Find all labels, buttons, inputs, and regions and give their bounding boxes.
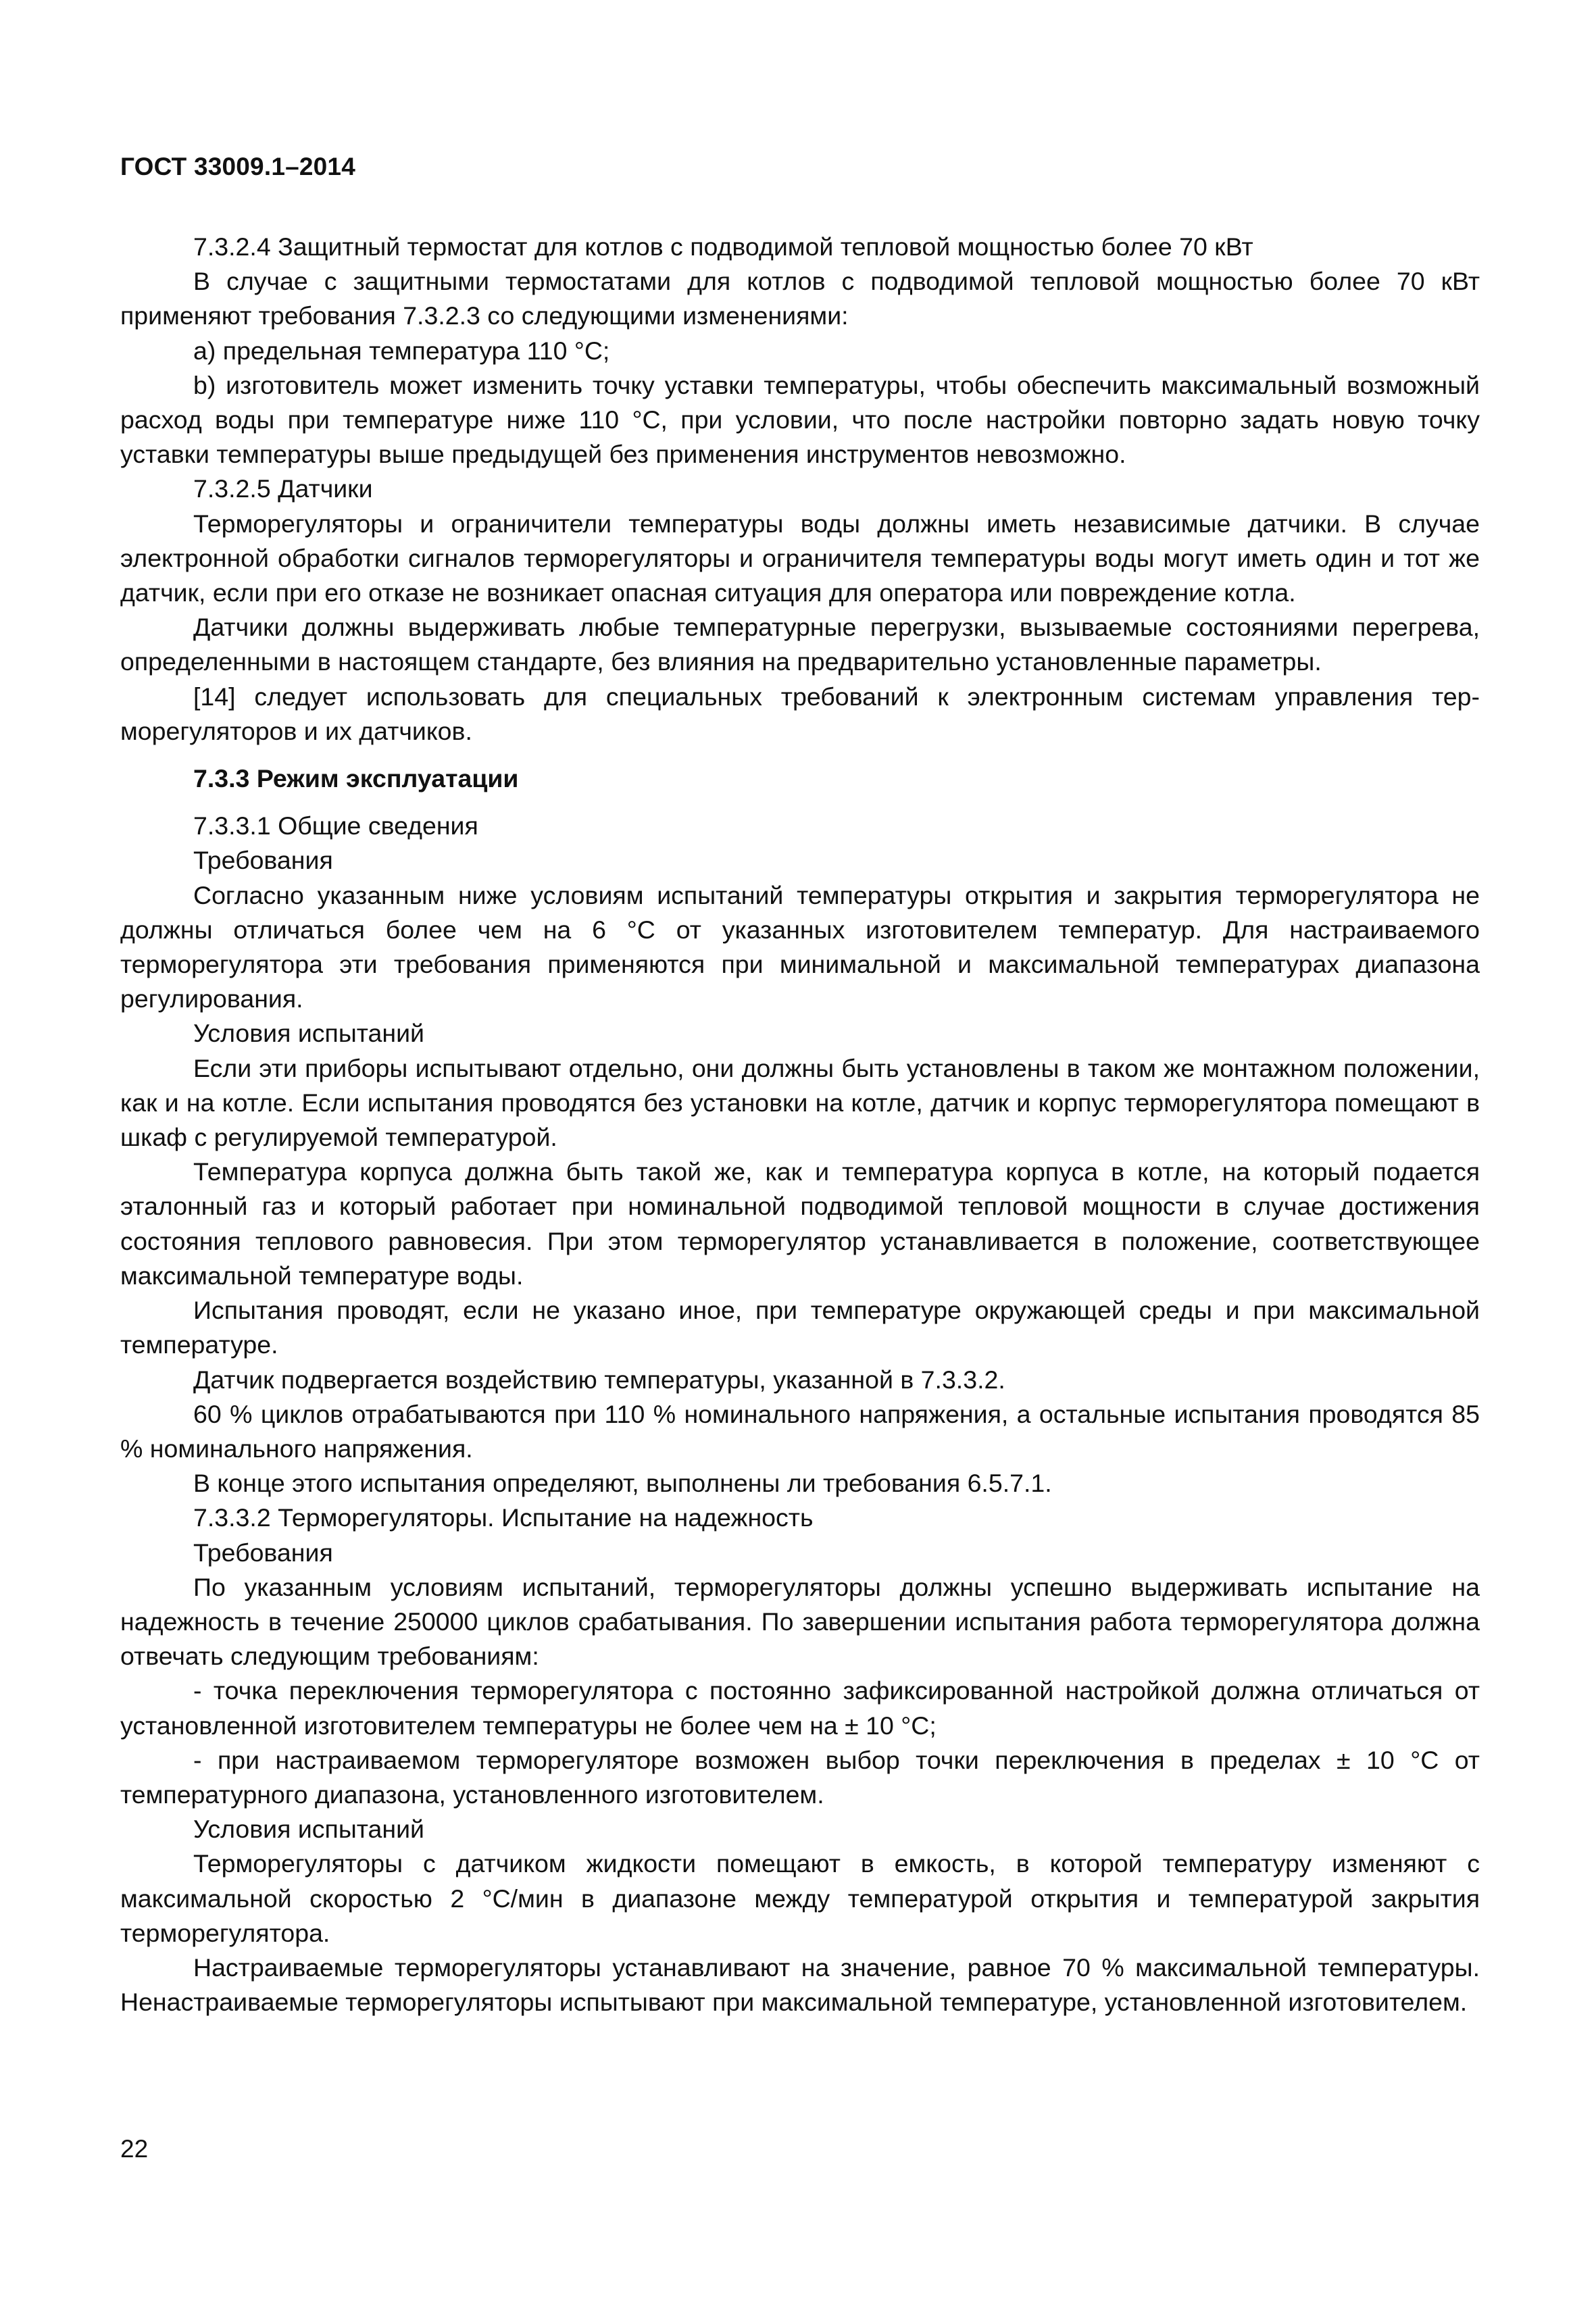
subheading-test-conditions: Условия испытаний bbox=[193, 1019, 424, 1048]
paragraph-7-3-2-5-title: 7.3.2.5 Датчики bbox=[193, 474, 373, 503]
paragraph-7-3-3-2-title: 7.3.3.2 Терморегуляторы. Испытание на надежность bbox=[193, 1503, 814, 1532]
subheading-test-conditions: Условия испытаний bbox=[193, 1815, 424, 1844]
paragraph-7-3-3-1-title: 7.3.3.1 Общие сведения bbox=[193, 811, 478, 840]
paragraph: В случае с защитными термостатами для котлов с подводимой тепловой мощностью более 70 кВт применяют требования 7.3.2.3 со следующими изменениями: bbox=[120, 267, 1480, 330]
paragraph: 60 % циклов отрабатываются при 110 % номинального напряжения, а остальные испытания проводятся 85 % номинального напряжения. bbox=[120, 1399, 1480, 1463]
paragraph: Терморегуляторы с датчиком жидкости помещают в емкость, в которой температуру изменяют с максимальной скоростью 2 °С/мин в диапазоне между температурой открытия и температурой закрытия терморегулятора. bbox=[120, 1849, 1480, 1947]
paragraph: [14] следует использовать для специальных требований к электронным системам управления терморегуляторов и их датчиков. bbox=[120, 682, 1480, 745]
subheading-requirements: Требования bbox=[193, 1538, 333, 1567]
list-item: - при настраиваемом терморегуляторе возможен выбор точки переключения в пределах ± 10 °С от температурного диапазона, установленного изготовителем. bbox=[120, 1745, 1480, 1809]
paragraph: По указанным условиям испытаний, терморегуляторы должны успешно выдерживать испытание на надежность в течение 250000 циклов срабатывания. По завершении испытания работа терморегулятора должна отвечать следующим требованиям: bbox=[120, 1572, 1480, 1671]
paragraph: Испытания проводят, если не указано иное, при температуре окружающей среды и при максимальной температуре. bbox=[120, 1296, 1480, 1359]
paragraph: Терморегуляторы и ограничители температуры воды должны иметь независимые датчики. В случае электронной обработки сигналов терморегуляторы и ограничителя температуры воды могут иметь один и тот же датчик, если при его отказе не возникает опасная ситуация для оператора или повреждение котла. bbox=[120, 509, 1480, 607]
paragraph-7-3-2-4-title: 7.3.2.4 Защитный термостат для котлов с подводимой тепловой мощностью более 70 кВт bbox=[193, 232, 1253, 261]
subheading-requirements: Требования bbox=[193, 846, 333, 875]
list-item: a) предельная температура 110 °С; bbox=[193, 336, 610, 365]
document-header: ГОСТ 33009.1–2014 bbox=[120, 153, 355, 180]
document-body bbox=[120, 230, 1480, 2019]
list-item: b) изготовитель может изменить точку уставки температуры, чтобы обеспечить максимальный возможный расход воды при температуре ниже 110 °С, при условии, что после настройки повторно задать новую точку уставки температуры выше предыдущей без применения инструментов невозможно. bbox=[120, 370, 1480, 469]
page-number: 22 bbox=[120, 2135, 149, 2163]
paragraph: В конце этого испытания определяют, выполнены ли требования 6.5.7.1. bbox=[193, 1469, 1052, 1498]
paragraph: Температура корпуса должна быть такой же, как и температура корпуса в котле, на который подается эталонный газ и который работает при номинальной подводимой тепловой мощности в случае достижения состояния теплового равновесия. При этом терморегулятор устанавливается в положение, соответствующее максимальной температуре воды. bbox=[120, 1157, 1480, 1290]
paragraph: Датчики должны выдерживать любые температурные перегрузки, вызываемые состояниями перегрева, определенными в настоящем стандарте, без влияния на предварительно установленные параметры. bbox=[120, 613, 1480, 676]
paragraph: Согласно указанным ниже условиям испытаний температуры открытия и закрытия терморегулятора не должны отличаться более чем на 6 °С от указанных изготовителем температур. Для настраиваемого терморегулятора эти требования применяются при минимальной и максимальной температурах диапазона регулирования. bbox=[120, 880, 1480, 1013]
section-heading-7-3-3: 7.3.3 Режим эксплуатации bbox=[193, 764, 519, 793]
list-item: - точка переключения терморегулятора с постоянно зафиксированной настройкой должна отличаться от установленной изготовителем температуры не более чем на ± 10 °С; bbox=[120, 1676, 1480, 1740]
paragraph: Если эти приборы испытывают отдельно, они должны быть установлены в таком же монтажном положении, как и на котле. Если испытания проводятся без установки на котле, датчик и корпус терморегулятора помещают в шкаф с регулируемой температурой. bbox=[120, 1053, 1480, 1152]
paragraph: Датчик подвергается воздействию температуры, указанной в 7.3.3.2. bbox=[193, 1365, 1005, 1394]
paragraph: Настраиваемые терморегуляторы устанавливают на значение, равное 70 % максимальной температуры. Ненастраиваемые терморегуляторы испытывают при максимальной температуре, установленной изготовителем. bbox=[120, 1953, 1480, 2017]
